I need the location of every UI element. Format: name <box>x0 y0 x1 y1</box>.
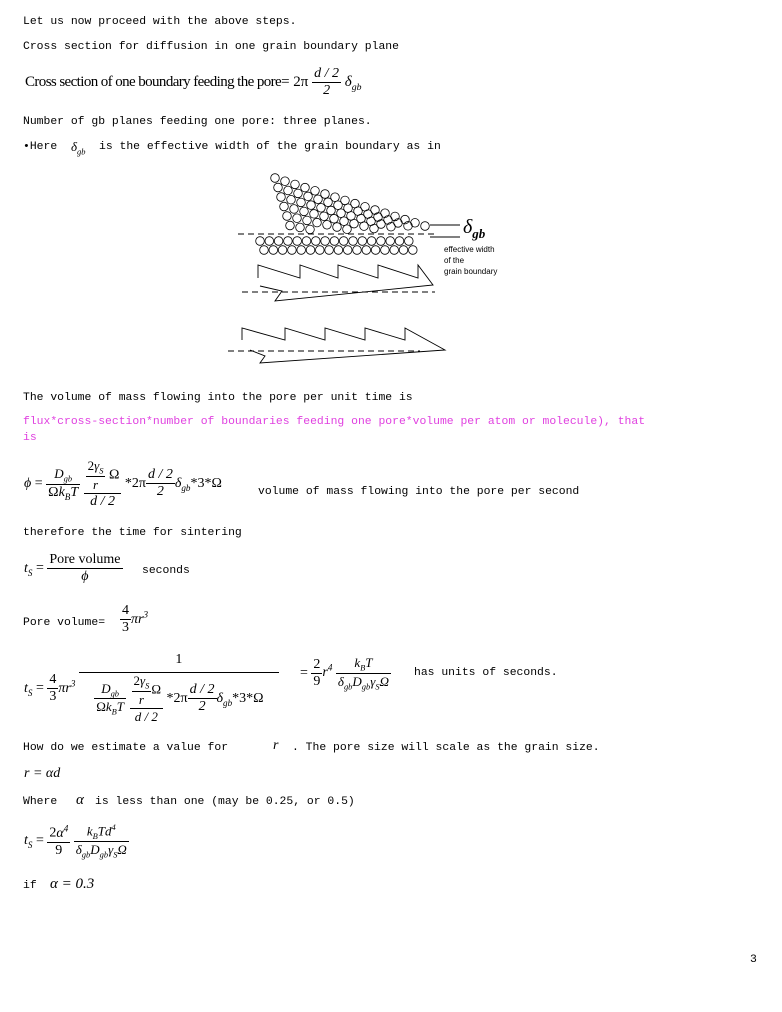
atom-circle <box>297 198 306 207</box>
atom-circle <box>324 198 333 207</box>
atom-circle <box>277 193 286 202</box>
atom-circle <box>371 246 380 255</box>
atom-circle <box>290 205 299 214</box>
intro-line: Let us now proceed with the above steps. <box>23 16 297 28</box>
atom-circle <box>300 207 309 216</box>
atom-circle <box>278 246 287 255</box>
here-prefix: •Here <box>23 141 58 153</box>
effective-width-line: is the effective width of the grain boundary as in <box>99 141 441 153</box>
page-number: 3 <box>750 954 757 966</box>
atom-circle <box>314 195 323 204</box>
estimate-line-a: How do we estimate a value for <box>23 742 229 754</box>
atom-circle <box>362 246 371 255</box>
volume-flow-line: The volume of mass flowing into the pore per unit time is <box>23 392 413 404</box>
atom-circle <box>337 209 346 218</box>
atom-circle <box>377 237 386 246</box>
figure-caption-2: of the <box>444 256 465 265</box>
atom-circle <box>321 237 330 246</box>
ts-alpha-equation: $t_S$ = $\frac{2\alpha^4}{9}$ $k_BTd^4$ $\delta_{gb}D_{gb}\gamma_S\Omega$ <box>24 822 127 860</box>
atom-circle <box>281 177 290 186</box>
atom-circle <box>325 246 334 255</box>
atom-circle <box>260 246 269 255</box>
atom-circle <box>323 221 332 230</box>
atom-circle <box>269 246 278 255</box>
atom-circle <box>293 214 302 223</box>
atom-circle <box>288 246 297 255</box>
atom-circle <box>405 237 414 246</box>
atom-circle <box>395 237 404 246</box>
ts-full-equation: $t_S$ = $\frac{4}{3}$ $\pi r^3$ 1 $D_{gb}$ $\Omega k_BT$ $\frac{2\gamma_S}{r}$ Ω d / 2 *2π $\frac{d / 2}{2}$ $\delta_{gb}*3*\Omega$ <box>24 652 279 725</box>
atom-circle <box>286 221 295 230</box>
atom-circle <box>293 237 302 246</box>
atom-circle <box>360 222 369 231</box>
atom-circle <box>343 246 352 255</box>
atom-circle <box>353 246 362 255</box>
alpha-value: α = 0.3 <box>50 876 95 892</box>
phi-equation: ϕ = $D_{gb}$ $\Omega k_BT$ $\frac{2\gamma_S}{r}$ Ω d / 2 *2π $\frac{d / 2}{2}$ $\delta_{gb}*3*\Omega$ <box>24 458 222 509</box>
atom-circle <box>304 192 313 201</box>
atom-circle <box>390 246 399 255</box>
atom-circle <box>284 186 293 195</box>
atom-circle <box>333 223 342 232</box>
atom-circle <box>313 218 322 227</box>
atom-circle <box>367 237 376 246</box>
atom-circle <box>294 189 303 198</box>
pore-volume-label: Pore volume= <box>23 617 106 629</box>
atom-circle <box>283 212 292 221</box>
atom-circle <box>274 237 283 246</box>
atom-circle <box>339 237 348 246</box>
pore-volume-formula: $\frac{4}{3}$ $\pi r^3$ <box>122 603 149 635</box>
figure-caption-3: grain boundary <box>444 267 498 276</box>
atom-circle <box>256 237 265 246</box>
flux-formula-line: flux*cross-section*number of boundaries feeding one pore*volume per atom or molecule), that <box>23 416 646 428</box>
cross-section-heading: Cross section for diffusion in one grain boundary plane <box>23 41 399 53</box>
atom-circle <box>334 246 343 255</box>
atom-circle <box>350 219 359 228</box>
atom-circle <box>358 237 367 246</box>
atom-circle <box>387 222 396 231</box>
where-label: Where <box>23 796 58 808</box>
atom-circle <box>340 217 349 226</box>
atom-circle <box>287 195 296 204</box>
atom-circle <box>291 180 300 189</box>
atom-circle <box>306 246 315 255</box>
atom-circle <box>386 237 395 246</box>
atom-circle <box>280 202 289 211</box>
atom-circle <box>306 225 315 234</box>
atom-circle <box>301 183 310 192</box>
gb-planes-line: Number of gb planes feeding one pore: three planes. <box>23 116 372 128</box>
atom-circle <box>311 187 320 196</box>
figure-caption-1: effective width <box>444 245 495 254</box>
atom-circle <box>327 206 336 215</box>
atom-circle <box>381 246 390 255</box>
flux-formula-line-cont: is <box>23 432 37 444</box>
r-alpha-d: r = αd <box>24 766 61 781</box>
phi-description: volume of mass flowing into the pore per second <box>258 486 580 498</box>
alpha-symbol: α <box>76 792 84 808</box>
atom-circle <box>330 214 339 223</box>
delta-gb-symbol: $\delta_{gb}$ <box>71 139 86 157</box>
atom-circle <box>312 237 321 246</box>
seconds-label: seconds <box>142 565 190 577</box>
atom-circle <box>349 237 358 246</box>
atom-circle <box>320 212 329 221</box>
alpha-range-line: is less than one (may be 0.25, or 0.5) <box>95 796 355 808</box>
atom-circle <box>303 216 312 225</box>
atom-circle <box>370 224 379 233</box>
ts-equation: $t_S$ = Pore volume ϕ <box>24 552 121 584</box>
atom-circle <box>421 222 430 231</box>
estimate-line-b: . The pore size will scale as the grain size. <box>292 742 600 754</box>
atom-circle <box>307 201 316 210</box>
atom-circle <box>409 246 418 255</box>
atom-circle <box>399 246 408 255</box>
r-symbol: r <box>273 738 279 753</box>
if-label: if <box>23 880 37 892</box>
atom-circle <box>274 183 283 192</box>
delta-gb-label: $\delta_{gb}$ <box>463 216 486 241</box>
atom-circle <box>316 246 325 255</box>
atom-circle <box>317 204 326 213</box>
atom-circle <box>302 237 311 246</box>
cross-section-equation: Cross section of one boundary feeding the pore= 2π $\frac{d / 2}{2}$ $\delta_{gb}$ <box>25 66 362 98</box>
atom-circle <box>284 237 293 246</box>
atom-circle <box>265 237 274 246</box>
sintering-time-line: therefore the time for sintering <box>23 527 242 539</box>
atom-circle <box>343 225 352 234</box>
atom-circle <box>297 246 306 255</box>
ts-simplified: = $\frac{2}{9}$ $r^4$ $k_BT$ $\delta_{gb}D_{gb}\gamma_S\Omega$ <box>300 655 389 692</box>
atom-circle <box>296 223 305 232</box>
units-line: has units of seconds. <box>414 667 558 679</box>
atom-circle <box>330 237 339 246</box>
atom-circle <box>310 210 319 219</box>
atom-circle <box>271 174 280 183</box>
